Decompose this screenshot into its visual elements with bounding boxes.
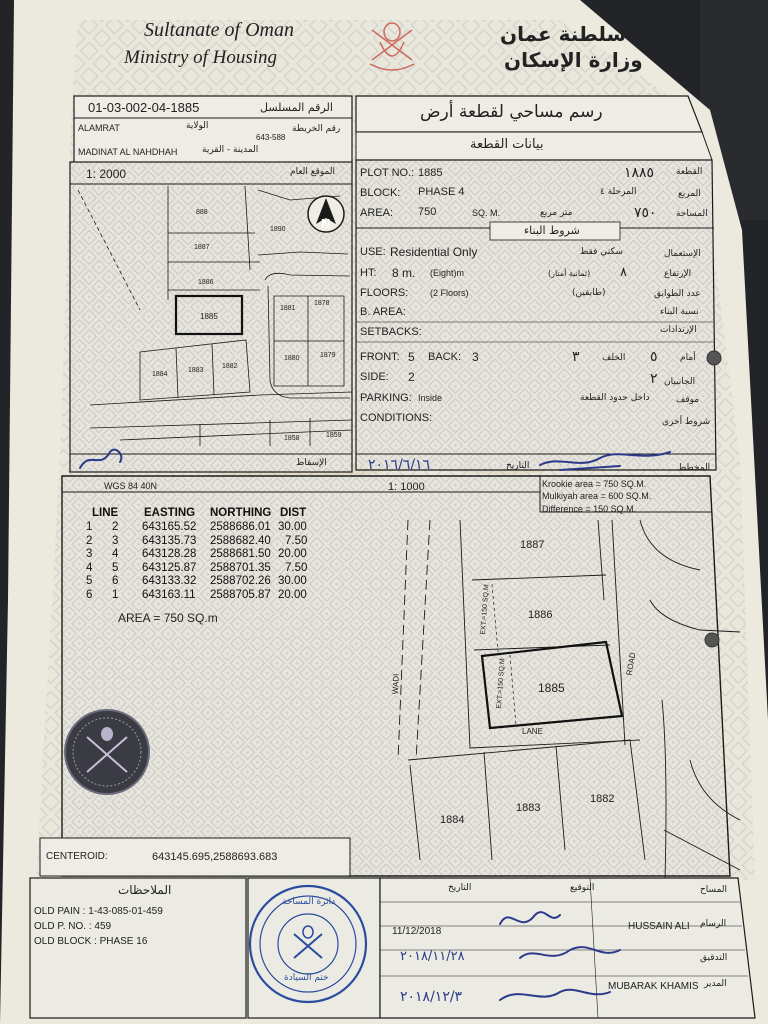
block-label-ar: المربع — [678, 189, 701, 199]
setbacks-label: SETBACKS: — [360, 326, 422, 338]
header-title-en-1: Sultanate of Oman — [144, 19, 294, 41]
row-from: 1 — [86, 521, 93, 533]
site-scale: 1: 2000 — [86, 167, 127, 181]
old-pain: OLD PAIN : 1-43-085-01-459 — [34, 906, 163, 917]
site-plot-1882: 1882 — [222, 363, 238, 370]
side-label: SIDE: — [360, 371, 389, 383]
table-row — [80, 563, 330, 577]
plot-no-value: 1885 — [418, 167, 443, 179]
table-row — [80, 536, 330, 550]
row-easting: 643125.87 — [142, 561, 197, 574]
document-title-ar: رسم مساحي لقطعة أرض — [420, 102, 603, 122]
back-value: 3 — [472, 350, 479, 364]
draftsman-label-ar: الرسام — [700, 919, 727, 929]
use-value: Residential Only — [390, 245, 478, 259]
parking-value: Inside — [418, 393, 443, 403]
town-ar: المدينة - القرية — [202, 145, 259, 155]
plan-plot-1882: 1882 — [590, 793, 615, 805]
map-number: 643-588 — [256, 133, 286, 142]
building-area-label: B. AREA: — [360, 306, 406, 318]
col-header-line: LINE — [92, 507, 119, 519]
site-plot-1879: 1879 — [320, 352, 336, 359]
site-plot-1880: 1880 — [284, 355, 300, 362]
plan-plot-1885: 1885 — [538, 681, 565, 695]
row-to: 3 — [112, 534, 119, 547]
area-value: 750 — [418, 206, 437, 218]
back-label: BACK: — [428, 351, 462, 363]
row-easting: 643163.11 — [142, 588, 196, 601]
row-easting: 643165.52 — [142, 521, 197, 533]
plan-plot-1884: 1884 — [440, 814, 465, 826]
plot-data-heading: بيانات القطعة — [470, 137, 544, 152]
use-label: USE: — [360, 246, 386, 258]
date-header-ar: التاريخ — [448, 883, 472, 893]
date-label-ar: التاريخ — [506, 461, 530, 471]
serial-label: الرقم المسلسل — [260, 101, 333, 114]
director-name: MUBARAK KHAMIS — [608, 981, 699, 992]
parking-ar: داخل حدود القطعة — [580, 393, 650, 403]
header-title-ar-2: وزارة الإسكان — [504, 48, 643, 72]
use-label-ar: الإستعمال — [664, 249, 701, 259]
height-label-ar: الإرتفاع — [664, 269, 692, 279]
area-unit-ar: متر مربع — [540, 208, 573, 218]
row-northing: 2588702.26 — [210, 575, 271, 587]
row-to: 6 — [112, 575, 119, 587]
building-conditions-heading: شروط البناء — [524, 224, 580, 237]
row-dist: 7.50 — [285, 561, 308, 574]
road-label: ROAD — [624, 651, 638, 677]
map-number-label: رقم الخريطة — [292, 124, 341, 134]
table-row — [80, 549, 330, 563]
plan-scale: 1: 1000 — [388, 481, 425, 493]
row-northing: 2588686.01 — [210, 521, 271, 533]
draftsman-name: HUSSAIN ALI — [628, 921, 690, 932]
use-ar: سكني فقط — [580, 247, 623, 257]
row-from: 5 — [86, 575, 93, 587]
old-block: OLD BLOCK : PHASE 16 — [34, 936, 148, 947]
krookie-area: Krookie area = 750 SQ.M. — [542, 479, 647, 489]
site-plot-1890: 1890 — [270, 226, 286, 233]
mulkiyah-area: Mulkiyah area = 600 SQ.M. — [542, 491, 652, 501]
floors-ar: (طابقين) — [572, 288, 606, 298]
row-northing: 2588681.50 — [210, 548, 271, 560]
projection-label: الإسقاط — [296, 458, 327, 468]
area-label: AREA: — [360, 207, 394, 219]
row-dist: 20.00 — [278, 548, 307, 560]
ext-label-1: EXT.=150 SQ.M — [479, 584, 491, 635]
row-to: 2 — [112, 521, 119, 533]
area-ar: ٧٥٠ — [634, 205, 657, 221]
side-value: 2 — [408, 370, 415, 384]
planner-date-handwritten: ٢٠١٦/٦/١٦ — [368, 457, 431, 473]
block-value: PHASE 4 — [418, 186, 465, 198]
surveyor-label-ar: المساح — [700, 885, 728, 895]
datum-label: WGS 84 40N — [104, 481, 158, 491]
area-unit: SQ. M. — [472, 208, 501, 218]
row-northing: 2588701.35 — [210, 561, 271, 574]
draft-date: 11/12/2018 — [392, 926, 442, 937]
row-dist: 20.00 — [278, 588, 307, 601]
plan-plot-1887: 1887 — [520, 539, 545, 551]
header-title-en-2: Ministry of Housing — [124, 47, 278, 68]
building-area-label-ar: نسبة البناء — [660, 307, 699, 317]
row-northing: 2588705.87 — [210, 588, 271, 601]
back-ar: ٣ — [572, 349, 580, 365]
floors-value: (2 Floors) — [430, 288, 469, 298]
director-date-handwritten: ٢٠١٨/١٢/٣ — [400, 989, 463, 1005]
plot-no-ar: ١٨٨٥ — [624, 165, 655, 181]
height-words-ar: (ثمانية أمتار) — [548, 269, 591, 278]
row-northing: 2588682.40 — [210, 534, 271, 547]
row-dist: 30.00 — [278, 575, 307, 587]
wadi-label: WADI — [390, 673, 401, 695]
old-plot-no: OLD P. NO. : 459 — [34, 921, 112, 932]
parking-label: PARKING: — [360, 392, 412, 404]
stamp-top-text: دائرة المساحة — [282, 897, 336, 907]
site-plot-1881: 1881 — [280, 305, 296, 312]
table-header — [80, 508, 330, 522]
row-to: 1 — [112, 588, 119, 601]
site-plot-1885: 1885 — [200, 312, 218, 321]
row-from: 3 — [86, 548, 93, 560]
site-plot-1859: 1859 — [326, 432, 342, 439]
north-label: N — [321, 216, 331, 231]
height-words: (Eight)m — [430, 268, 465, 278]
height-label: HT: — [360, 267, 377, 279]
plan-plot-1883: 1883 — [516, 802, 541, 814]
site-plot-1886: 1886 — [198, 279, 214, 286]
height-value: 8 m. — [392, 266, 416, 280]
conditions-label: CONDITIONS: — [360, 412, 433, 424]
parking-label-ar: موقف — [676, 395, 700, 405]
area-label-ar: المساحة — [676, 209, 708, 219]
table-row — [80, 522, 330, 536]
serial-number: 01-03-002-04-1885 — [88, 100, 200, 115]
row-from: 4 — [86, 561, 93, 574]
hologram-seal-icon — [65, 710, 149, 794]
planner-label-ar: المخطط — [678, 463, 711, 473]
back-label-ar: الخلف — [602, 353, 626, 363]
checker-label-ar: التدقيق — [700, 953, 728, 963]
area-difference: Difference = 150 SQ.M. — [542, 504, 637, 514]
row-from: 6 — [86, 588, 93, 601]
header-title-ar-1: سلطنة عمان — [500, 22, 627, 46]
plot-no-label: PLOT NO.: — [360, 167, 415, 179]
floors-label: FLOORS: — [360, 287, 409, 299]
coordinates-table — [80, 508, 330, 603]
centeroid-label: CENTEROID: — [46, 851, 108, 862]
col-header-dist: DIST — [280, 507, 307, 519]
site-plot-1884: 1884 — [152, 371, 168, 378]
front-label-ar: أمام — [680, 353, 696, 363]
row-easting: 643128.28 — [142, 548, 197, 560]
conditions-label-ar: شروط أخرى — [662, 417, 711, 427]
front-ar: ٥ — [650, 349, 658, 365]
setbacks-label-ar: الإرتدادات — [660, 325, 697, 335]
front-label: FRONT: — [360, 351, 400, 363]
site-plot-1878: 1878 — [314, 300, 330, 307]
row-easting: 643133.32 — [142, 575, 197, 587]
site-plot-1887: 1887 — [194, 244, 210, 251]
wilayat-ar: الولاية — [186, 121, 209, 131]
row-dist: 7.50 — [285, 534, 308, 547]
col-header-northing: NORTHING — [210, 507, 272, 519]
signature-header-ar: التوقيع — [570, 883, 595, 893]
front-value: 5 — [408, 350, 415, 364]
row-easting: 643135.73 — [142, 534, 197, 547]
town-en: MADINAT AL NAHDHAH — [78, 147, 178, 157]
checker-date-handwritten: ٢٠١٨/١١/٢٨ — [400, 949, 465, 964]
row-to: 4 — [112, 548, 119, 560]
wilayat-en: ALAMRAT — [78, 123, 120, 133]
side-ar: ٢ — [650, 371, 658, 387]
height-ar: ٨ — [620, 265, 627, 280]
block-label: BLOCK: — [360, 187, 401, 199]
table-row — [80, 576, 330, 590]
plot-label-ar: القطعة — [676, 167, 703, 177]
block-ar: المرحلة ٤ — [600, 187, 637, 197]
total-area: AREA = 750 SQ.m — [118, 611, 218, 625]
lane-label: LANE — [522, 727, 543, 736]
general-site-label: الموقع العام — [290, 167, 335, 177]
site-plot-888: 888 — [196, 209, 208, 216]
director-label-ar: المدير — [704, 979, 727, 989]
remarks-heading: الملاحظات — [118, 883, 172, 897]
side-label-ar: الجانبيان — [664, 377, 696, 387]
row-dist: 30.00 — [278, 521, 307, 533]
stamp-bottom-text: ختم السيادة — [284, 973, 329, 983]
centeroid-value: 643145.695,2588693.683 — [152, 851, 278, 863]
row-to: 5 — [112, 561, 119, 574]
plan-plot-1886: 1886 — [528, 609, 553, 621]
ext-label-2: EXT.=150 SQ.M — [495, 658, 507, 709]
row-from: 2 — [86, 534, 93, 547]
site-plot-1883: 1883 — [188, 367, 204, 374]
floors-label-ar: عدد الطوابق — [654, 289, 701, 299]
site-plot-1858: 1858 — [284, 435, 300, 442]
table-row — [80, 590, 330, 604]
col-header-easting: EASTING — [144, 507, 196, 519]
